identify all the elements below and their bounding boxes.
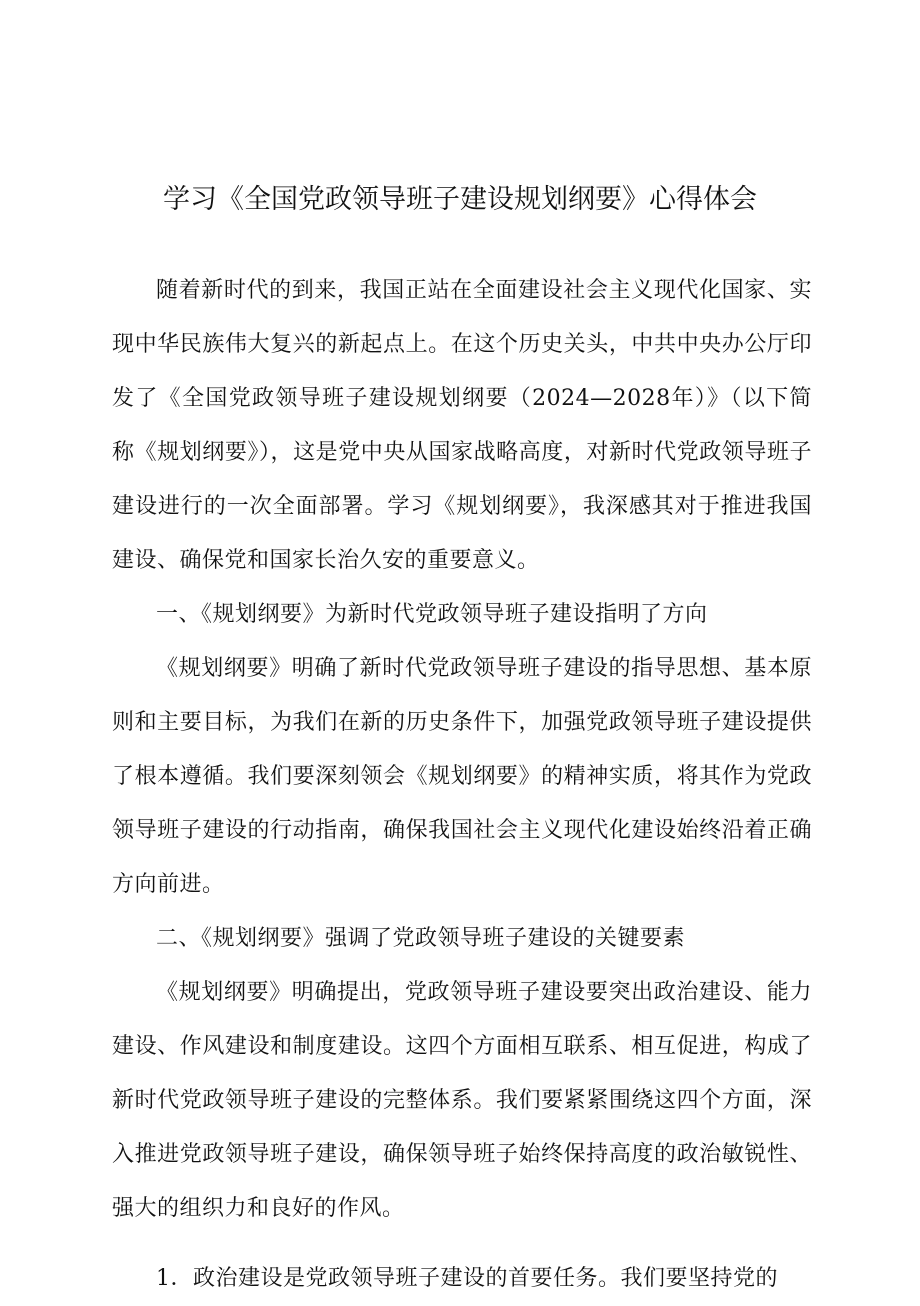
- section-heading-2: 二、《规划纲要》强调了党政领导班子建设的关键要素: [156, 926, 686, 951]
- numbered-point-1: 1．政治建设是党政领导班子建设的首要任务。我们要坚持党的: [156, 1266, 778, 1291]
- intro-paragraph: 随着新时代的到来，我国正站在全面建设社会主义现代化国家、实现中华民族伟大复兴的新起点上。在这个历史关头，中共中央办公厅印发了《全国党政领导班子建设规划纲要（2024—2028年）》（以下简称《规划纲要》），这是党中央从国家战略高度，对新时代党政领导班子建设进行的一次全面部署。学习《规划纲要》，我深感其对于推进我国建设、确保党和国家长治久安的重要意义。: [112, 278, 812, 573]
- section-1-paragraph: 《规划纲要》明确了新时代党政领导班子建设的指导思想、基本原则和主要目标，为我们在新的历史条件下，加强党政领导班子建设提供了根本遵循。我们要深刻领会《规划纲要》的精神实质，将其作为党政领导班子建设的行动指南，确保我国社会主义现代化建设始终沿着正确方向前进。: [112, 656, 812, 897]
- section-heading-1: 一、《规划纲要》为新时代党政领导班子建设指明了方向: [156, 602, 708, 627]
- document-body: [112, 264, 812, 1306]
- section-2-paragraph: 《规划纲要》明确提出，党政领导班子建设要突出政治建设、能力建设、作风建设和制度建设。这四个方面相互联系、相互促进，构成了新时代党政领导班子建设的完整体系。我们要紧紧围绕这四个方面，深入推进党政领导班子建设，确保领导班子始终保持高度的政治敏锐性、强大的组织力和良好的作风。: [112, 980, 812, 1221]
- document-title: 学习《全国党政领导班子建设规划纲要》心得体会: [163, 184, 757, 215]
